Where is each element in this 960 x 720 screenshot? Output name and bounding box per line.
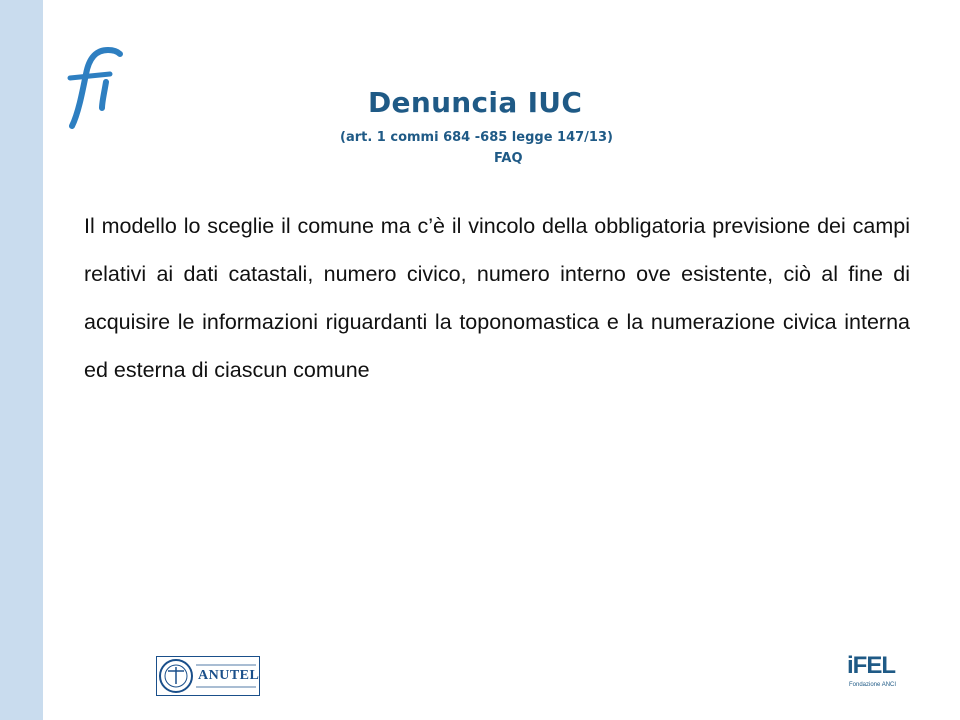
fi-logo-icon [58,34,128,134]
slide-title: Denuncia IUC [368,86,583,119]
ifel-logo-subtext: Fondazione ANCI [849,682,897,688]
body-paragraph: Il modello lo sceglie il comune ma c’è il vincolo della obbligatoria previsione dei campi relativi ai dati catastali, numero civico, numero interno ove esistente, ciò al fine di acquisire le informazioni riguardanti la toponomastica e la numerazione civica interna ed esterna di ciascun comune [84,214,910,382]
slide-subtitle: (art. 1 commi 684 -685 legge 147/13) [340,130,613,145]
left-decorative-band [0,0,43,720]
anutel-logo-text: ANUTEL [198,668,260,683]
faq-tag: FAQ [494,151,523,166]
ifel-logo-text: iFEL [847,652,895,679]
